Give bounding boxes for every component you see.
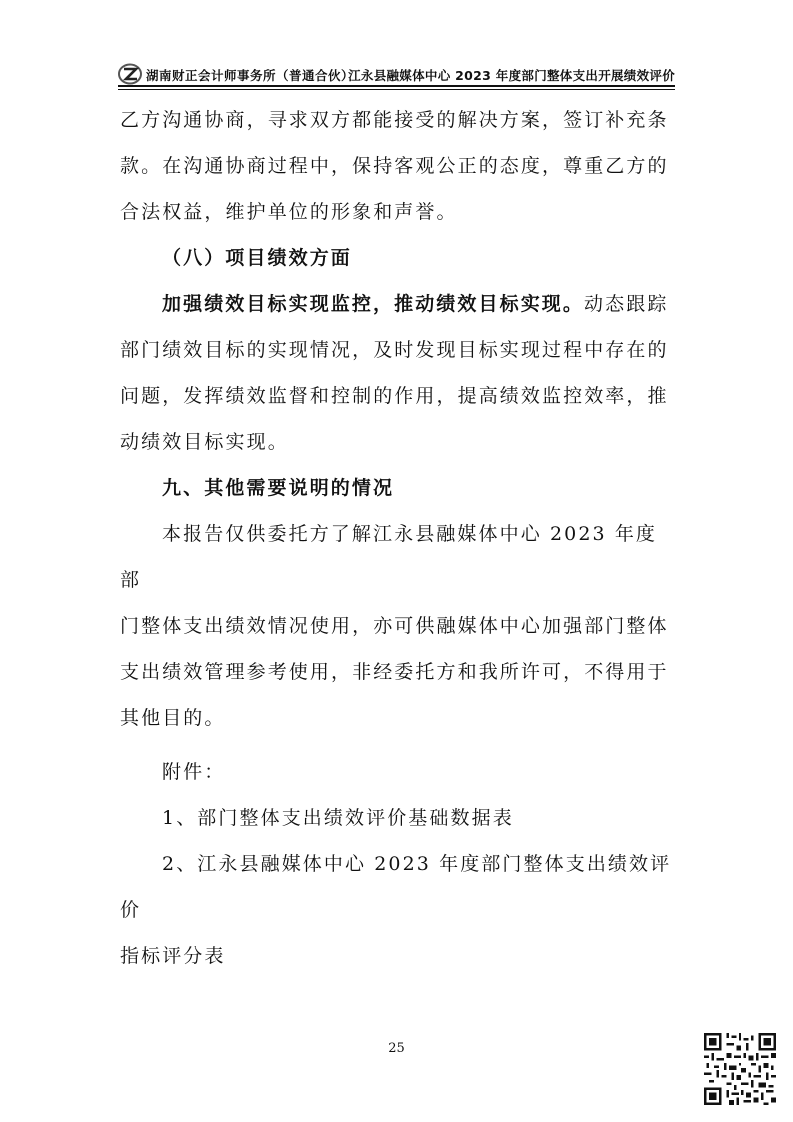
header-divider — [118, 85, 675, 90]
paragraph-line: 其他目的。 — [120, 707, 226, 729]
paragraph-line: 本报告仅供委托方了解江永县融媒体中心 2023 年度部 — [120, 523, 658, 591]
report-title: 江永县融媒体中心 2023 年度部门整体支出开展绩效评价 — [348, 68, 675, 83]
attachment-item-1: 1、部门整体支出绩效评价基础数据表 — [162, 807, 514, 829]
firm-logo-icon — [118, 63, 144, 85]
paragraph-line: 问题，发挥绩效监督和控制的作用，提高绩效监控效率，推 — [120, 385, 669, 407]
paragraph-line: 款。在沟通协商过程中，保持客观公正的态度，尊重乙方的 — [120, 155, 669, 177]
emphasis-text: 加强绩效目标实现监控，推动绩效目标实现。 — [162, 293, 585, 315]
paragraph-line: 支出绩效管理参考使用，非经委托方和我所许可，不得用于 — [120, 661, 669, 683]
paragraph-text: 动态跟踪 — [584, 293, 669, 315]
page-header — [118, 63, 675, 91]
paragraph-line — [120, 281, 673, 327]
page-number: 25 — [388, 1041, 405, 1056]
qr-code-icon — [704, 1033, 776, 1105]
attachment-item-2-continued: 指标评分表 — [120, 945, 226, 967]
firm-name: 湖南财正会计师事务所（普通合伙） — [146, 68, 355, 83]
paragraph-line: 部门绩效目标的实现情况，及时发现目标实现过程中存在的 — [120, 339, 669, 361]
attachment-item-2: 2、江永县融媒体中心 2023 年度部门整体支出绩效评价 — [120, 853, 672, 921]
section-heading-9: 九、其他需要说明的情况 — [162, 477, 395, 499]
attachments-label: 附件： — [162, 761, 226, 783]
paragraph-line: 门整体支出绩效情况使用，亦可供融媒体中心加强部门整体 — [120, 615, 669, 637]
paragraph-line: 乙方沟通协商，寻求双方都能接受的解决方案，签订补充条 — [120, 109, 669, 131]
paragraph-line: 合法权益，维护单位的形象和声誉。 — [120, 201, 458, 223]
section-heading-8: （八）项目绩效方面 — [162, 247, 352, 269]
paragraph-line: 动绩效目标实现。 — [120, 431, 289, 453]
page-body — [120, 97, 673, 979]
